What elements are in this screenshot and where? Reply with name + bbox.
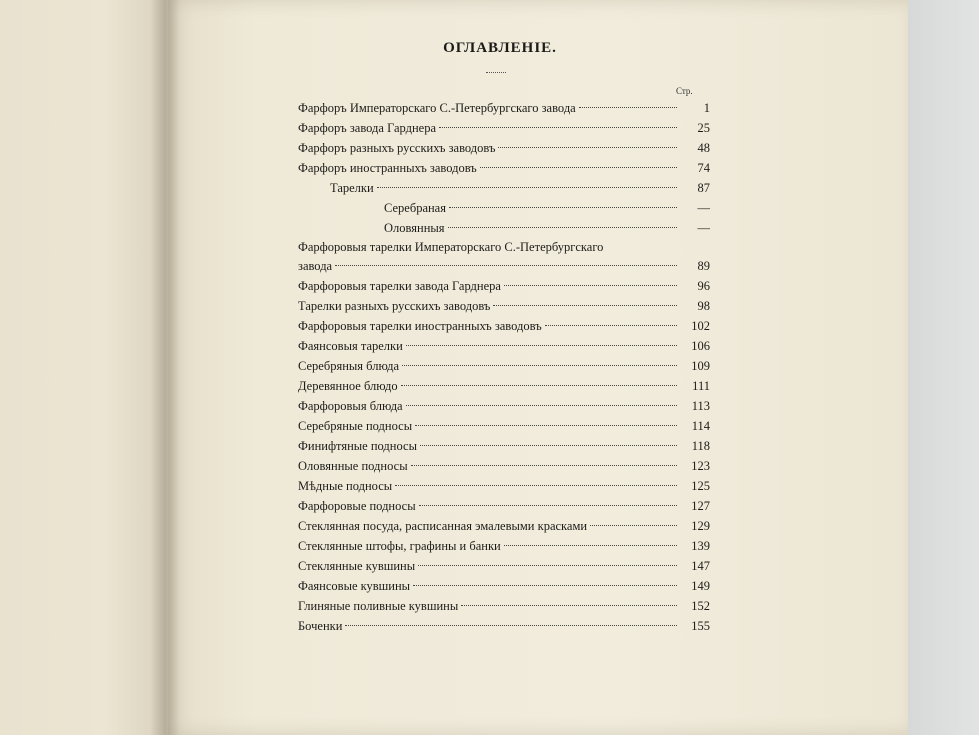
toc-entry-title: Серебряныя блюда [298, 359, 400, 373]
toc-entry [298, 516, 710, 536]
dot-leader [377, 187, 677, 188]
dot-leader [461, 605, 677, 606]
toc-entry [298, 456, 710, 476]
dot-leader [411, 465, 677, 466]
dot-leader [406, 405, 677, 406]
dot-leader [448, 227, 677, 228]
toc-entry-title: завода [298, 259, 333, 273]
toc-entry [298, 436, 710, 456]
dot-leader [590, 525, 677, 526]
toc-entry [298, 276, 710, 296]
toc-entry-title: Стеклянные штофы, графины и банки [298, 539, 501, 553]
toc-entry [298, 218, 710, 238]
toc-entry-title: Боченки [298, 619, 343, 633]
dot-leader [504, 545, 677, 546]
dot-leader [401, 385, 677, 386]
toc-entry-page: 106 [691, 339, 710, 353]
dot-leader [504, 285, 677, 286]
toc-entry-title: Стеклянные кувшины [298, 559, 416, 573]
book-gutter [150, 0, 180, 735]
dot-leader [335, 265, 677, 266]
toc-entry [298, 416, 710, 436]
toc-entry-title: Фаянсовые кувшины [298, 579, 411, 593]
toc-entry-page: 98 [697, 299, 710, 313]
toc-entry-title: Оловянныя [384, 221, 445, 235]
toc-entry [298, 496, 710, 516]
toc-entry-page: 155 [691, 619, 710, 633]
toc-entry-title: Фарфоровыя тарелки Императорскаго С.-Петербургскаго [298, 240, 604, 254]
toc-entry-title: Серебраная [384, 201, 446, 215]
toc-entry-title: Серебряные подносы [298, 419, 413, 433]
toc-entry-title: Фарфоръ завода Гарднера [298, 121, 437, 135]
toc-entry-title: Деревянное блюдо [298, 379, 398, 393]
toc-entry-page: 87 [697, 181, 710, 195]
toc-entry-page: 152 [691, 599, 710, 613]
toc-entry-title: Фарфоровыя тарелки завода Гарднера [298, 279, 501, 293]
toc-entry [298, 178, 710, 198]
toc-entry-title: Фаянсовыя тарелки [298, 339, 403, 353]
dot-leader [413, 585, 677, 586]
toc-entry [298, 296, 710, 316]
toc-entry [298, 158, 710, 178]
toc-entry [298, 256, 710, 276]
toc-entry [298, 376, 710, 396]
toc-entry [298, 118, 710, 138]
toc-entry-title: Мѣдные подносы [298, 479, 393, 493]
toc-entry-title: Фарфоровые подносы [298, 499, 416, 513]
toc-entry-page: — [697, 221, 710, 235]
dot-leader [402, 365, 677, 366]
toc-entry-page: 118 [691, 439, 710, 453]
dot-leader [418, 565, 677, 566]
toc-entry [298, 596, 710, 616]
toc-entry [298, 98, 710, 118]
toc-entry-title: Тарелки [330, 181, 374, 195]
toc-entry-page: 1 [703, 101, 710, 115]
toc-entry [298, 576, 710, 596]
toc-entry [298, 396, 710, 416]
toc-entry-page: 25 [697, 121, 710, 135]
toc-entry-page: — [697, 201, 710, 215]
dot-leader [420, 445, 677, 446]
toc-entry-title: Фарфоръ разныхъ русскихъ заводовъ [298, 141, 496, 155]
dot-leader [498, 147, 677, 148]
title-ornament-rule [486, 72, 506, 73]
toc-entry-title: Оловянные подносы [298, 459, 408, 473]
toc-entry-page: 109 [691, 359, 710, 373]
toc-entry-page: 147 [691, 559, 710, 573]
toc-entry-title: Фарфоръ Императорскаго С.-Петербургскаго завода [298, 101, 576, 115]
dot-leader [493, 305, 677, 306]
toc-entry-page: 127 [691, 499, 710, 513]
toc-entry-page: 111 [692, 379, 710, 393]
toc-entry [298, 616, 710, 636]
page-title: ОГЛАВЛЕНІЕ. [443, 40, 557, 56]
toc-entry-page: 129 [691, 519, 710, 533]
dot-leader [345, 625, 677, 626]
toc-entry [298, 556, 710, 576]
toc-entry [298, 336, 710, 356]
left-page [0, 0, 175, 735]
dot-leader [579, 107, 677, 108]
toc-entry-title: Глиняные поливные кувшины [298, 599, 459, 613]
toc-entry-title: Финифтяные подносы [298, 439, 417, 453]
dot-leader [439, 127, 677, 128]
toc-entry [298, 356, 710, 376]
toc-entry-page: 48 [697, 141, 710, 155]
dot-leader [449, 207, 677, 208]
toc-entry-page: 149 [691, 579, 710, 593]
toc-entry-page: 139 [691, 539, 710, 553]
toc-entry-title: Фарфоровыя блюда [298, 399, 403, 413]
dot-leader [545, 325, 677, 326]
toc-entry-page: 125 [691, 479, 710, 493]
toc-entry-page: 89 [697, 259, 710, 273]
toc-entry-title: Фарфоровыя тарелки иностранныхъ заводовъ [298, 319, 542, 333]
toc-entry-page: 102 [691, 319, 710, 333]
toc-entry [298, 536, 710, 556]
toc-entry [298, 476, 710, 496]
dot-leader [415, 425, 677, 426]
toc-entry-title: Стеклянная посуда, расписанная эмалевыми красками [298, 519, 588, 533]
toc-entry-title: Фарфоръ иностранныхъ заводовъ [298, 161, 477, 175]
toc-entry-page: 74 [697, 161, 710, 175]
dot-leader [419, 505, 677, 506]
toc-entry [298, 198, 710, 218]
toc-entry-page: 113 [691, 399, 710, 413]
toc-entry-title: Тарелки разныхъ русскихъ заводовъ [298, 299, 491, 313]
table-of-contents [298, 98, 710, 636]
dot-leader [395, 485, 677, 486]
toc-entry-page: 123 [691, 459, 710, 473]
dot-leader [480, 167, 677, 168]
toc-entry [298, 138, 710, 158]
toc-entry-page: 114 [691, 419, 710, 433]
toc-entry [298, 316, 710, 336]
page-column-header: Стр. [676, 86, 693, 96]
toc-entry [298, 238, 710, 256]
dot-leader [406, 345, 677, 346]
toc-entry-page: 96 [697, 279, 710, 293]
